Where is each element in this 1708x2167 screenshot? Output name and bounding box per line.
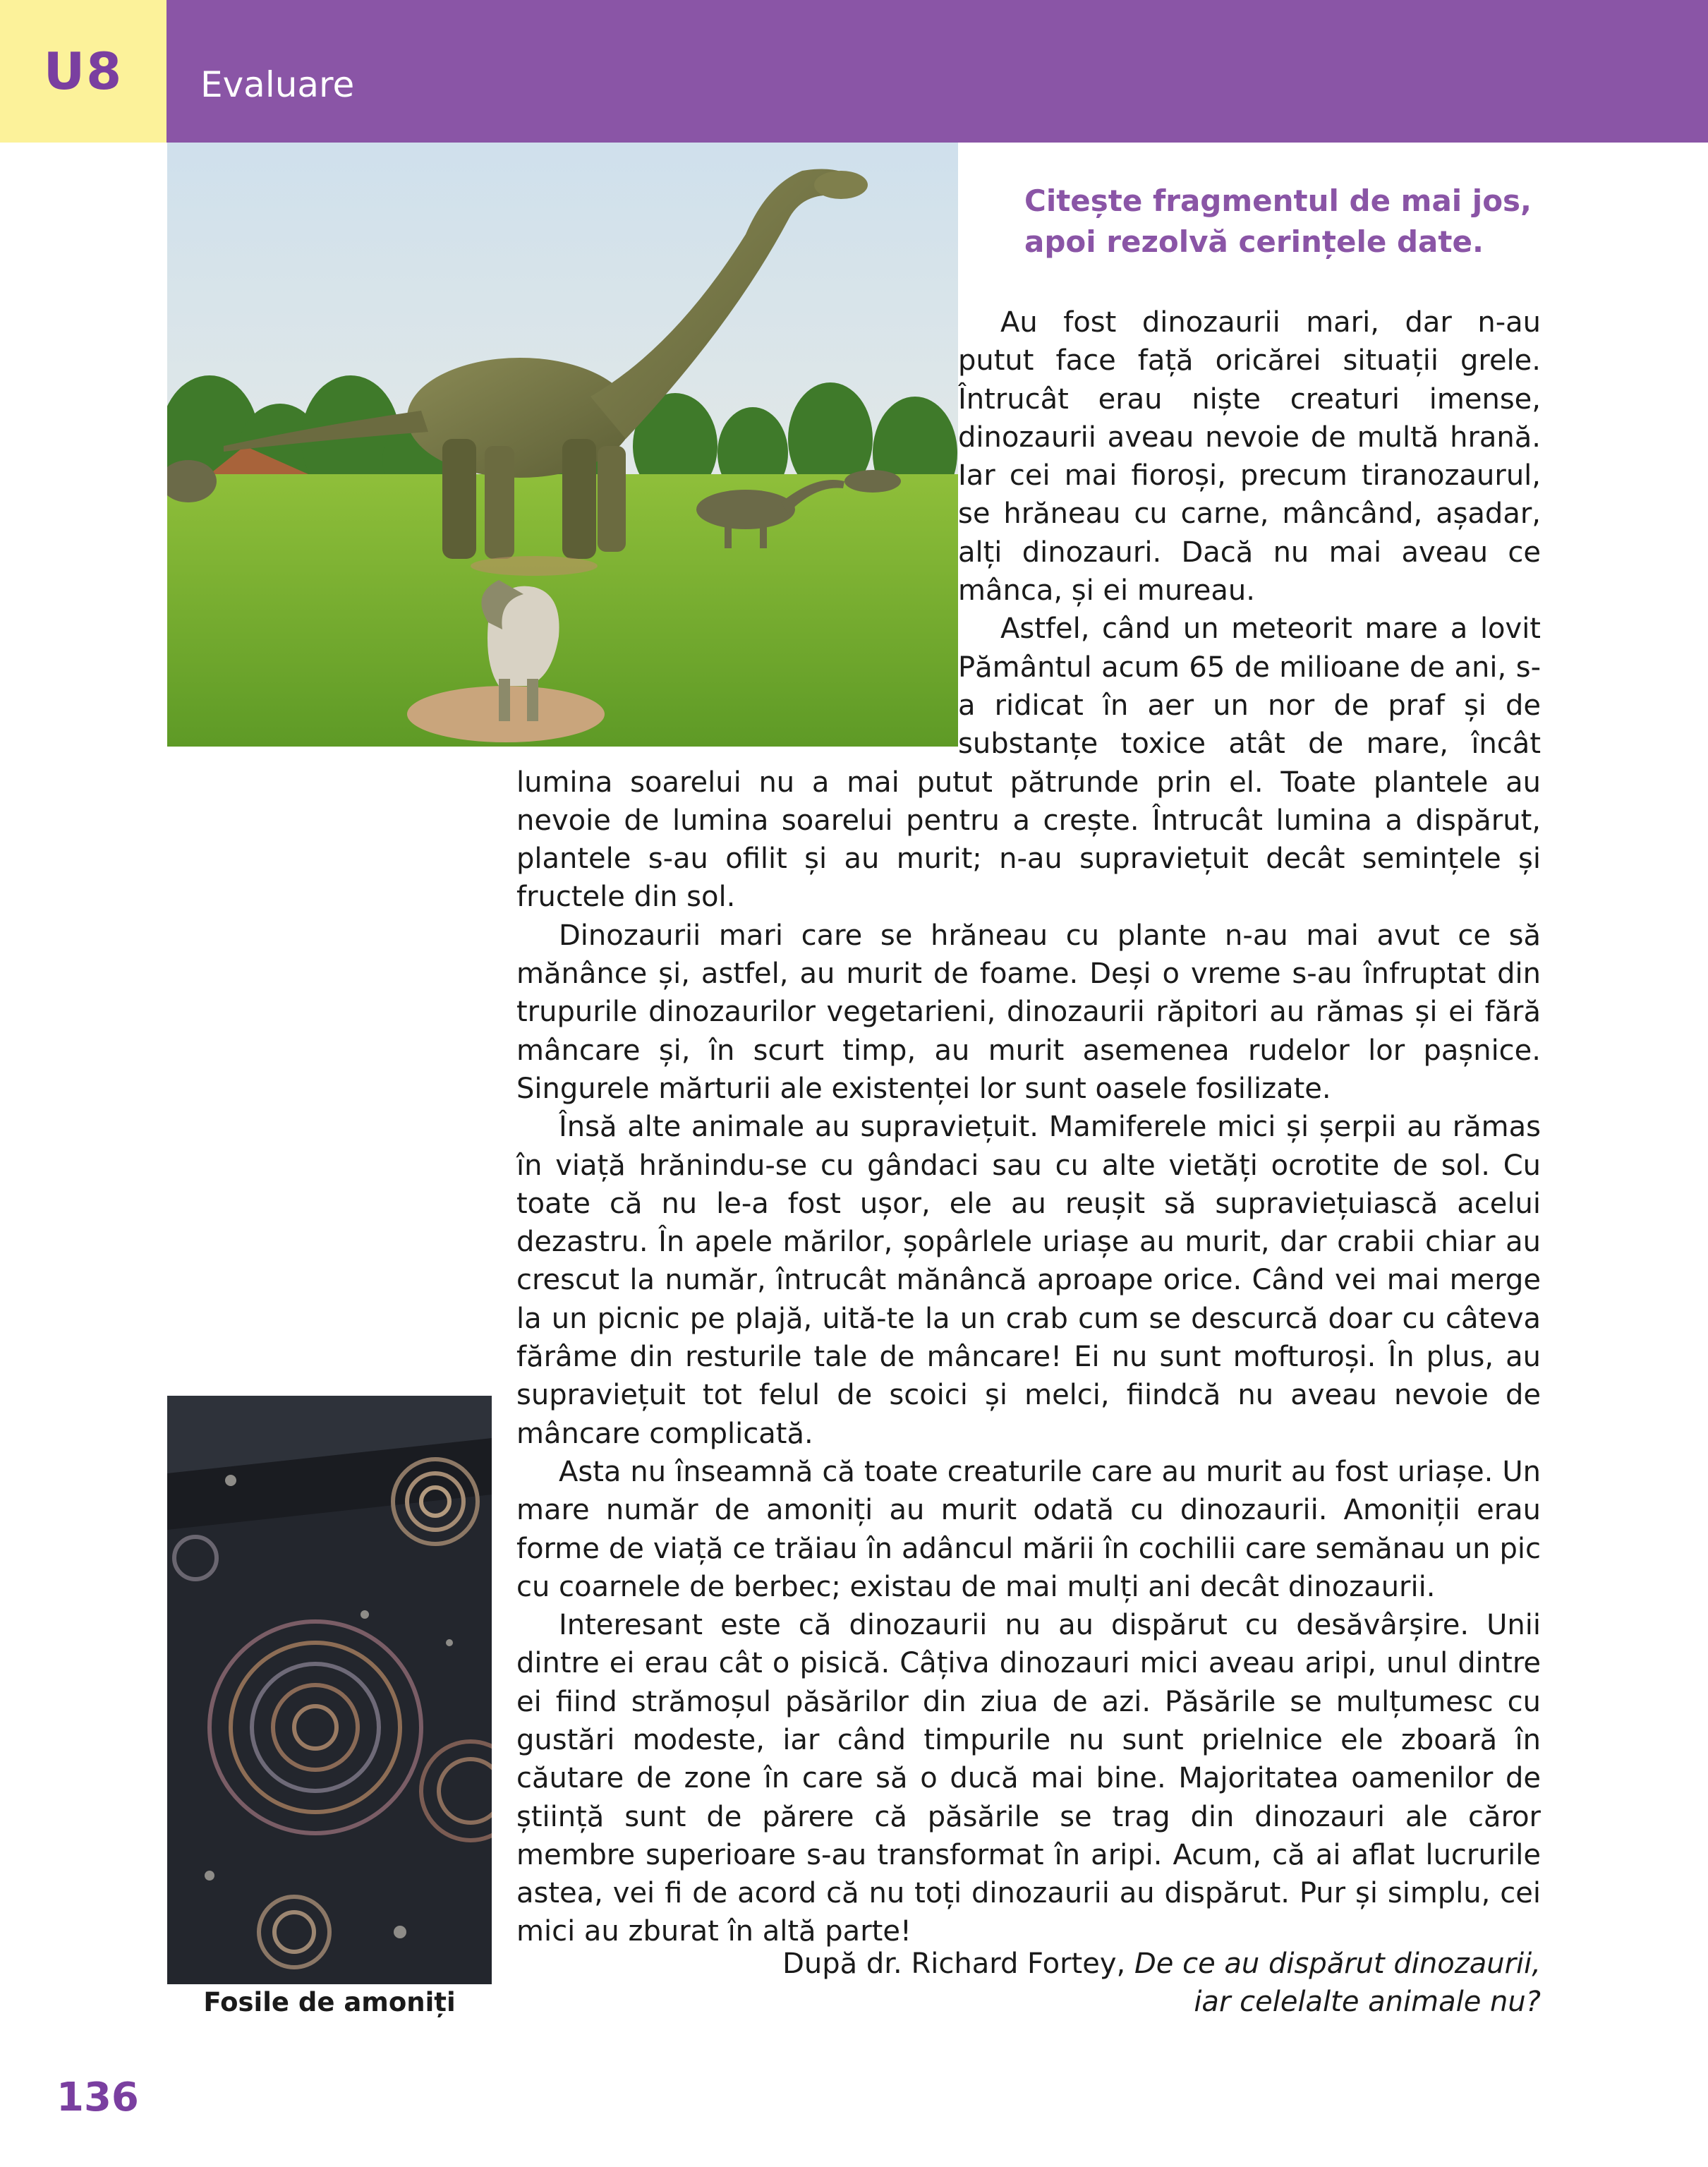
source-citation — [516, 1945, 1541, 2021]
page-number: 136 — [56, 2075, 139, 2120]
paragraph-6: Interesant este că dinozaurii nu au dispărut cu desăvârșire. Unii dintre ei erau cât o pisică. Câțiva dinozauri mici aveau aripi, unul dintre ei fiind strămoșul păsărilor din ziua de azi. Păsările se mulțumesc cu gustări modeste, iar când timpurile nu sunt prielnice ele zboară în căutare de zone în care să o ducă mai bine. Majoritatea oamenilor de știință sunt de părere că păsările se trag din dinozauri ale căror membre superioare s-au transformat în aripi. Acum, că ai aflat lucrurile astea, vei fi de acord că nu toți dinozaurii au dispărut. Pur și simplu, cei mici au zburat în altă parte! — [516, 1609, 1541, 1948]
instruction: Citește fragmentul de mai jos, apoi rezolvă cerințele date. — [1024, 183, 1532, 259]
paragraph-5: Asta nu înseamnă că toate creaturile care au murit au fost uriașe. Un mare număr de amoniți au murit odată cu dinozaurii. Amoniții erau forme de viață ce trăiau în adâncul mării în cochilii care semănau un pic cu coarnele de berbec; existau de mai mulți ani decât dinozaurii. — [516, 1455, 1541, 1603]
reading-text — [516, 303, 1541, 1951]
photo-wrap-spacer — [516, 303, 958, 751]
source-author: După dr. Richard Fortey, — [782, 1948, 1134, 1980]
unit-badge — [0, 0, 166, 143]
paragraph-4: Însă alte animale au supraviețuit. Mamiferele mici și șerpii au rămas în viață hrănindu-se cu gândaci sau cu alte vietăți ocrotite de sol. Cu toate că nu le-a fost ușor, ele au reușit să supraviețuiască acelui dezastru. În apele mărilor, șopârlele uriașe au murit, dar crabii chiar au crescut la număr, întrucât mănâncă aproape orice. Când vei mai merge la un picnic pe plajă, uită-te la un crab cum se descurcă doar cu câteva fărâme din resturile tale de mâncare! Ei nu sunt mofturoși. În plus, au supraviețuit tot felul de scoici și melci, fiindcă nu aveau nevoie de mâncare complicată. — [516, 1111, 1541, 1450]
section-title: Evaluare — [200, 64, 355, 105]
source-work-title: De ce au dispărut dinozaurii, — [1134, 1948, 1541, 1980]
photo-caption: Fosile de amoniți — [203, 1987, 456, 2017]
paragraph-1: Au fost dinozaurii mari, dar n-au putut face față oricărei situații grele. Întrucât erau niște creaturi imense, dinozaurii aveau nevoie de multă hrană. Iar cei mai fioroși, precum tiranozaurul, se hrăneau cu carne, mâncând, așadar, alți dinozauri. Dacă nu mai aveau ce mânca, și ei mureau. — [958, 306, 1541, 608]
paragraph-2: Astfel, când un meteorit mare a lovit Pământul acum 65 de milioane de ani, s-a ridicat în aer un nor de praf și de substanțe toxice atât de mare, încât lumina soarelui nu a mai putut pătrunde prin el. Toate plantele au nevoie de lumina soarelui pentru a crește. Întrucât lumina a dispărut, plantele s-au ofilit și au murit; n-au supraviețuit decât semințele și fructele din sol. — [516, 612, 1541, 914]
paragraph-3: Dinozaurii mari care se hrăneau cu plante n-au mai avut ce să mănânce și, astfel, au murit de foame. Deși o vreme s-au înfruptat din trupurile dinozaurilor vegetarieni, dinozaurii răpitori au rămas și ei fără mâncare și, în scurt timp, au murit asemenea rudelor lor pașnice. Singurele mărturii ale existenței lor sunt oasele fosilizate. — [516, 919, 1541, 1105]
source-work-title-cont: iar celelalte animale nu? — [1194, 1986, 1541, 2018]
unit-label: U8 — [43, 42, 123, 101]
ammonite-fossils-photo — [167, 1396, 492, 1984]
